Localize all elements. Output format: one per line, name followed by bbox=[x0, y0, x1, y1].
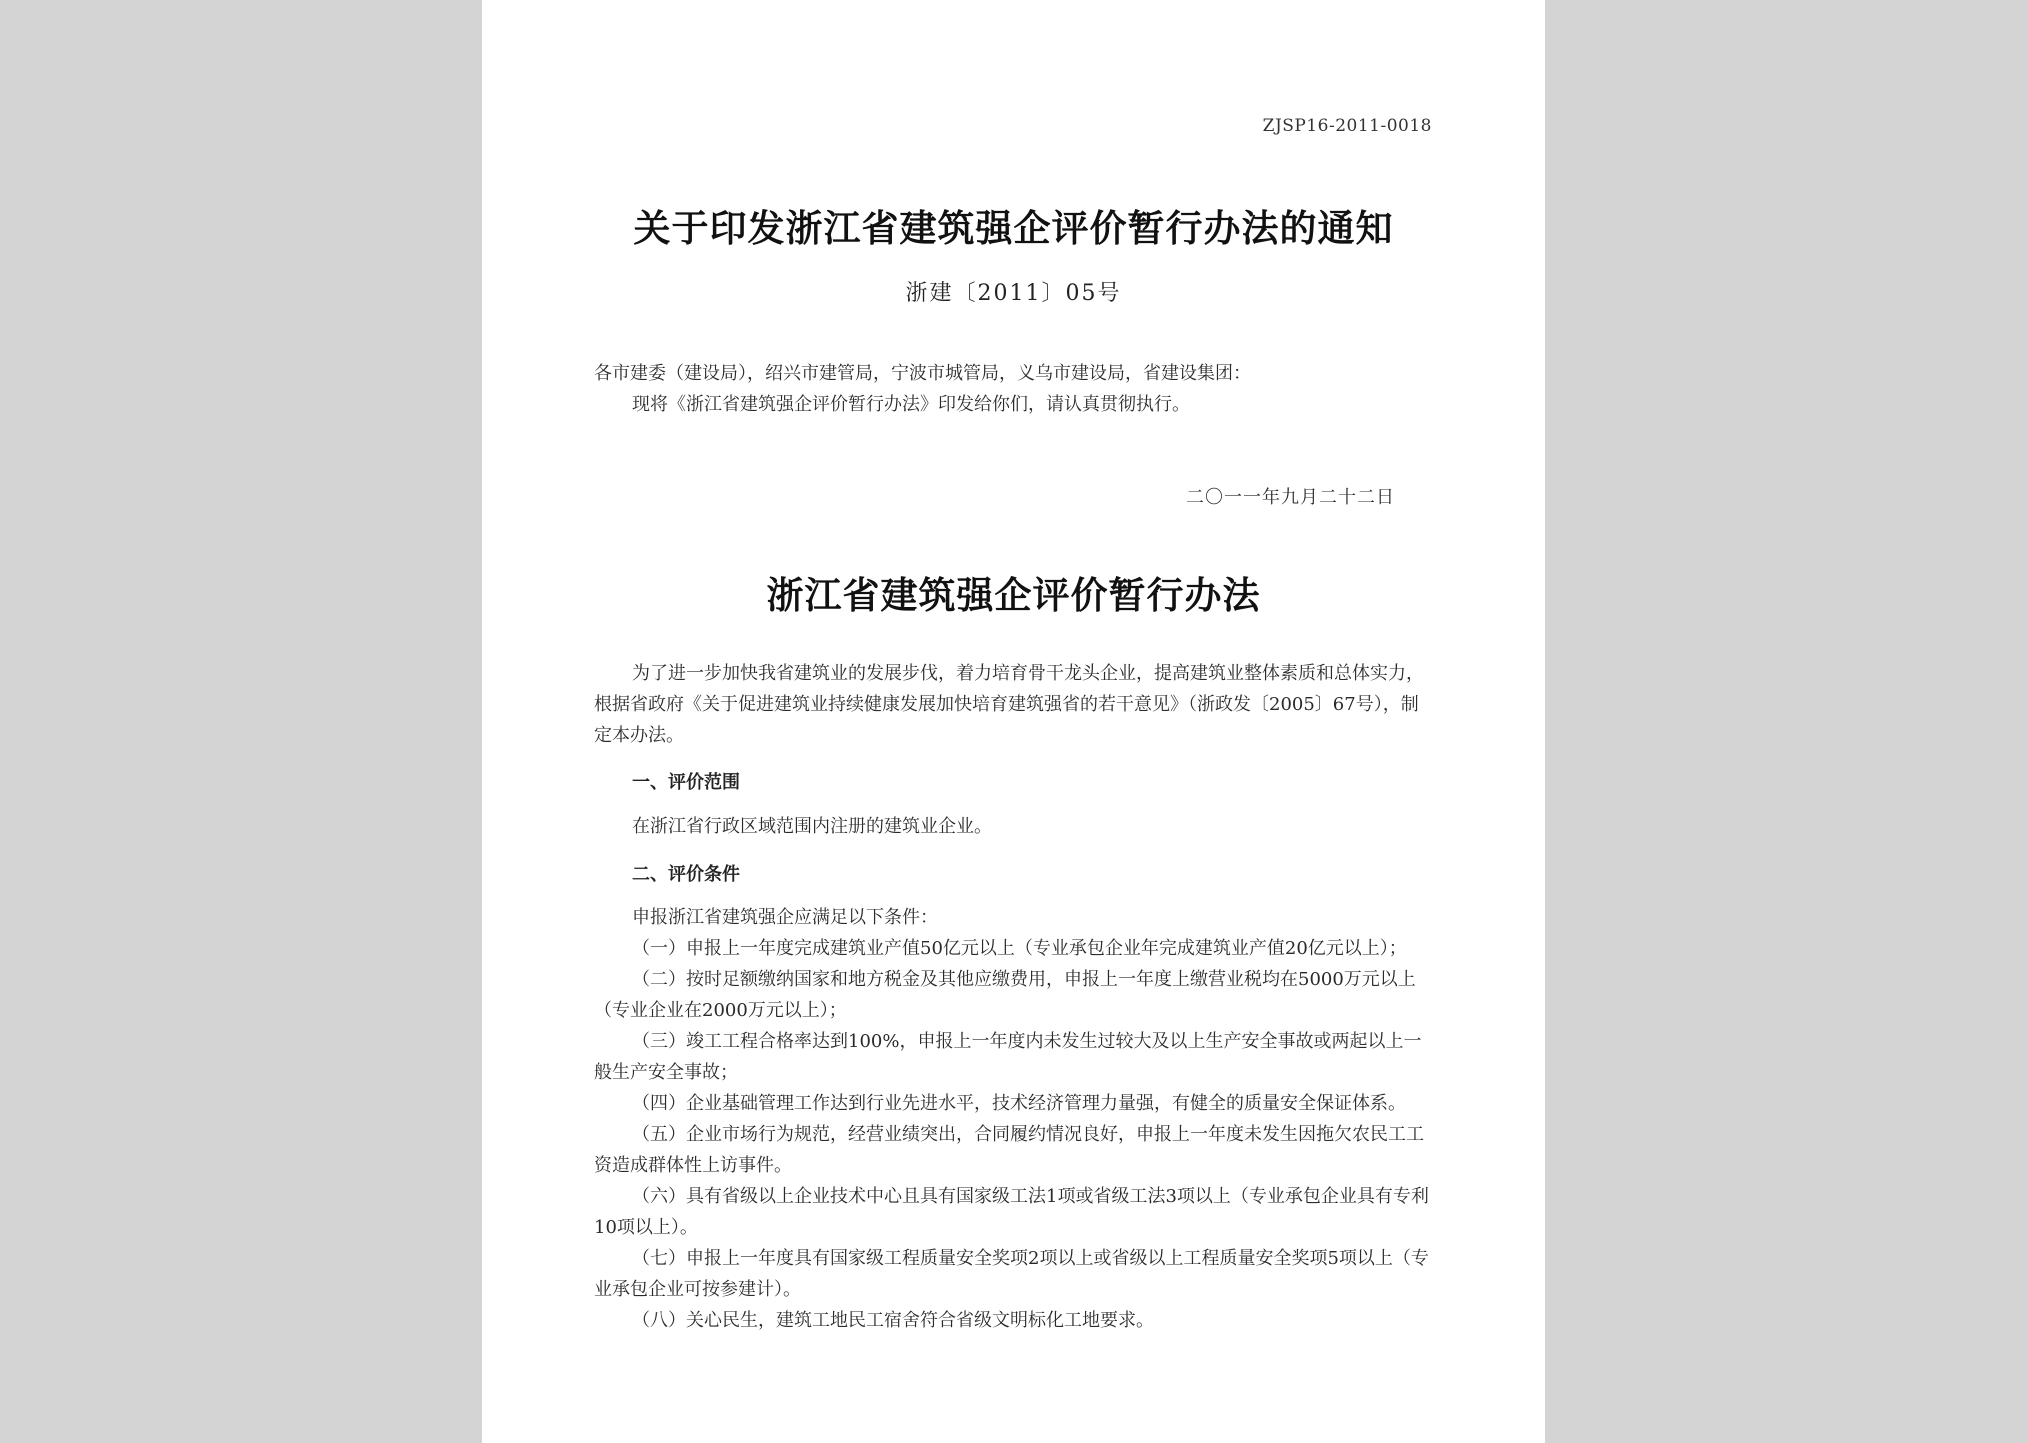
document-page bbox=[482, 0, 1545, 1443]
rules-title: 浙江省建筑强企评价暂行办法 bbox=[766, 573, 1261, 617]
conditions-intro: 申报浙江省建筑强企应满足以下条件： bbox=[632, 907, 938, 928]
notice-number: 浙建〔2011〕05号 bbox=[905, 281, 1122, 306]
condition-item: （八）关心民生，建筑工地民工宿舍符合省级文明标化工地要求。 bbox=[632, 1310, 1154, 1331]
notice-title: 关于印发浙江省建筑强企评价暂行办法的通知 bbox=[633, 206, 1394, 250]
section-heading-conditions: 二、评价条件 bbox=[632, 864, 740, 885]
notice-body-block bbox=[594, 358, 1432, 420]
recipients-line: 各市建委（建设局），绍兴市建管局，宁波市城管局，义乌市建设局，省建设集团： bbox=[594, 363, 1251, 384]
issue-date: 二〇一一年九月二十二日 bbox=[1186, 487, 1395, 508]
condition-item: （四）企业基础管理工作达到行业先进水平，技术经济管理力量强，有健全的质量安全保证体系。 bbox=[632, 1093, 1406, 1114]
condition-item: （三）竣工工程合格率达到100%，申报上一年度内未发生过较大及以上生产安全事故或两起以上一般生产安全事故； bbox=[594, 1031, 1422, 1083]
conditions-block bbox=[594, 902, 1432, 1336]
notice-body: 现将《浙江省建筑强企评价暂行办法》印发给你们，请认真贯彻执行。 bbox=[632, 394, 1190, 415]
scope-text: 在浙江省行政区域范围内注册的建筑业企业。 bbox=[632, 816, 992, 837]
scope-block bbox=[594, 811, 1432, 842]
condition-item: （六）具有省级以上企业技术中心且具有国家级工法1项或省级工法3项以上（专业承包企业具有专利10项以上）。 bbox=[594, 1186, 1429, 1238]
document-code: ZJSP16-2011-0018 bbox=[1262, 116, 1432, 136]
section-heading-scope: 一、评价范围 bbox=[632, 772, 740, 793]
condition-item: （七）申报上一年度具有国家级工程质量安全奖项2项以上或省级以上工程质量安全奖项5项以上（专业承包企业可按参建计）。 bbox=[594, 1248, 1429, 1300]
condition-item: （五）企业市场行为规范，经营业绩突出，合同履约情况良好，申报上一年度未发生因拖欠农民工工资造成群体性上访事件。 bbox=[594, 1124, 1424, 1176]
preamble: 为了进一步加快我省建筑业的发展步伐，着力培育骨干龙头企业，提高建筑业整体素质和总体实力，根据省政府《关于促进建筑业持续健康发展加快培育建筑强省的若干意见》（浙政发〔2005〕67号），制定本办法。 bbox=[594, 663, 1424, 746]
condition-item: （一）申报上一年度完成建筑业产值50亿元以上（专业承包企业年完成建筑业产值20亿元以上）； bbox=[632, 938, 1407, 959]
condition-item: （二）按时足额缴纳国家和地方税金及其他应缴费用，申报上一年度上缴营业税均在5000万元以上（专业企业在2000万元以上）； bbox=[594, 969, 1416, 1021]
preamble-block bbox=[594, 658, 1432, 751]
